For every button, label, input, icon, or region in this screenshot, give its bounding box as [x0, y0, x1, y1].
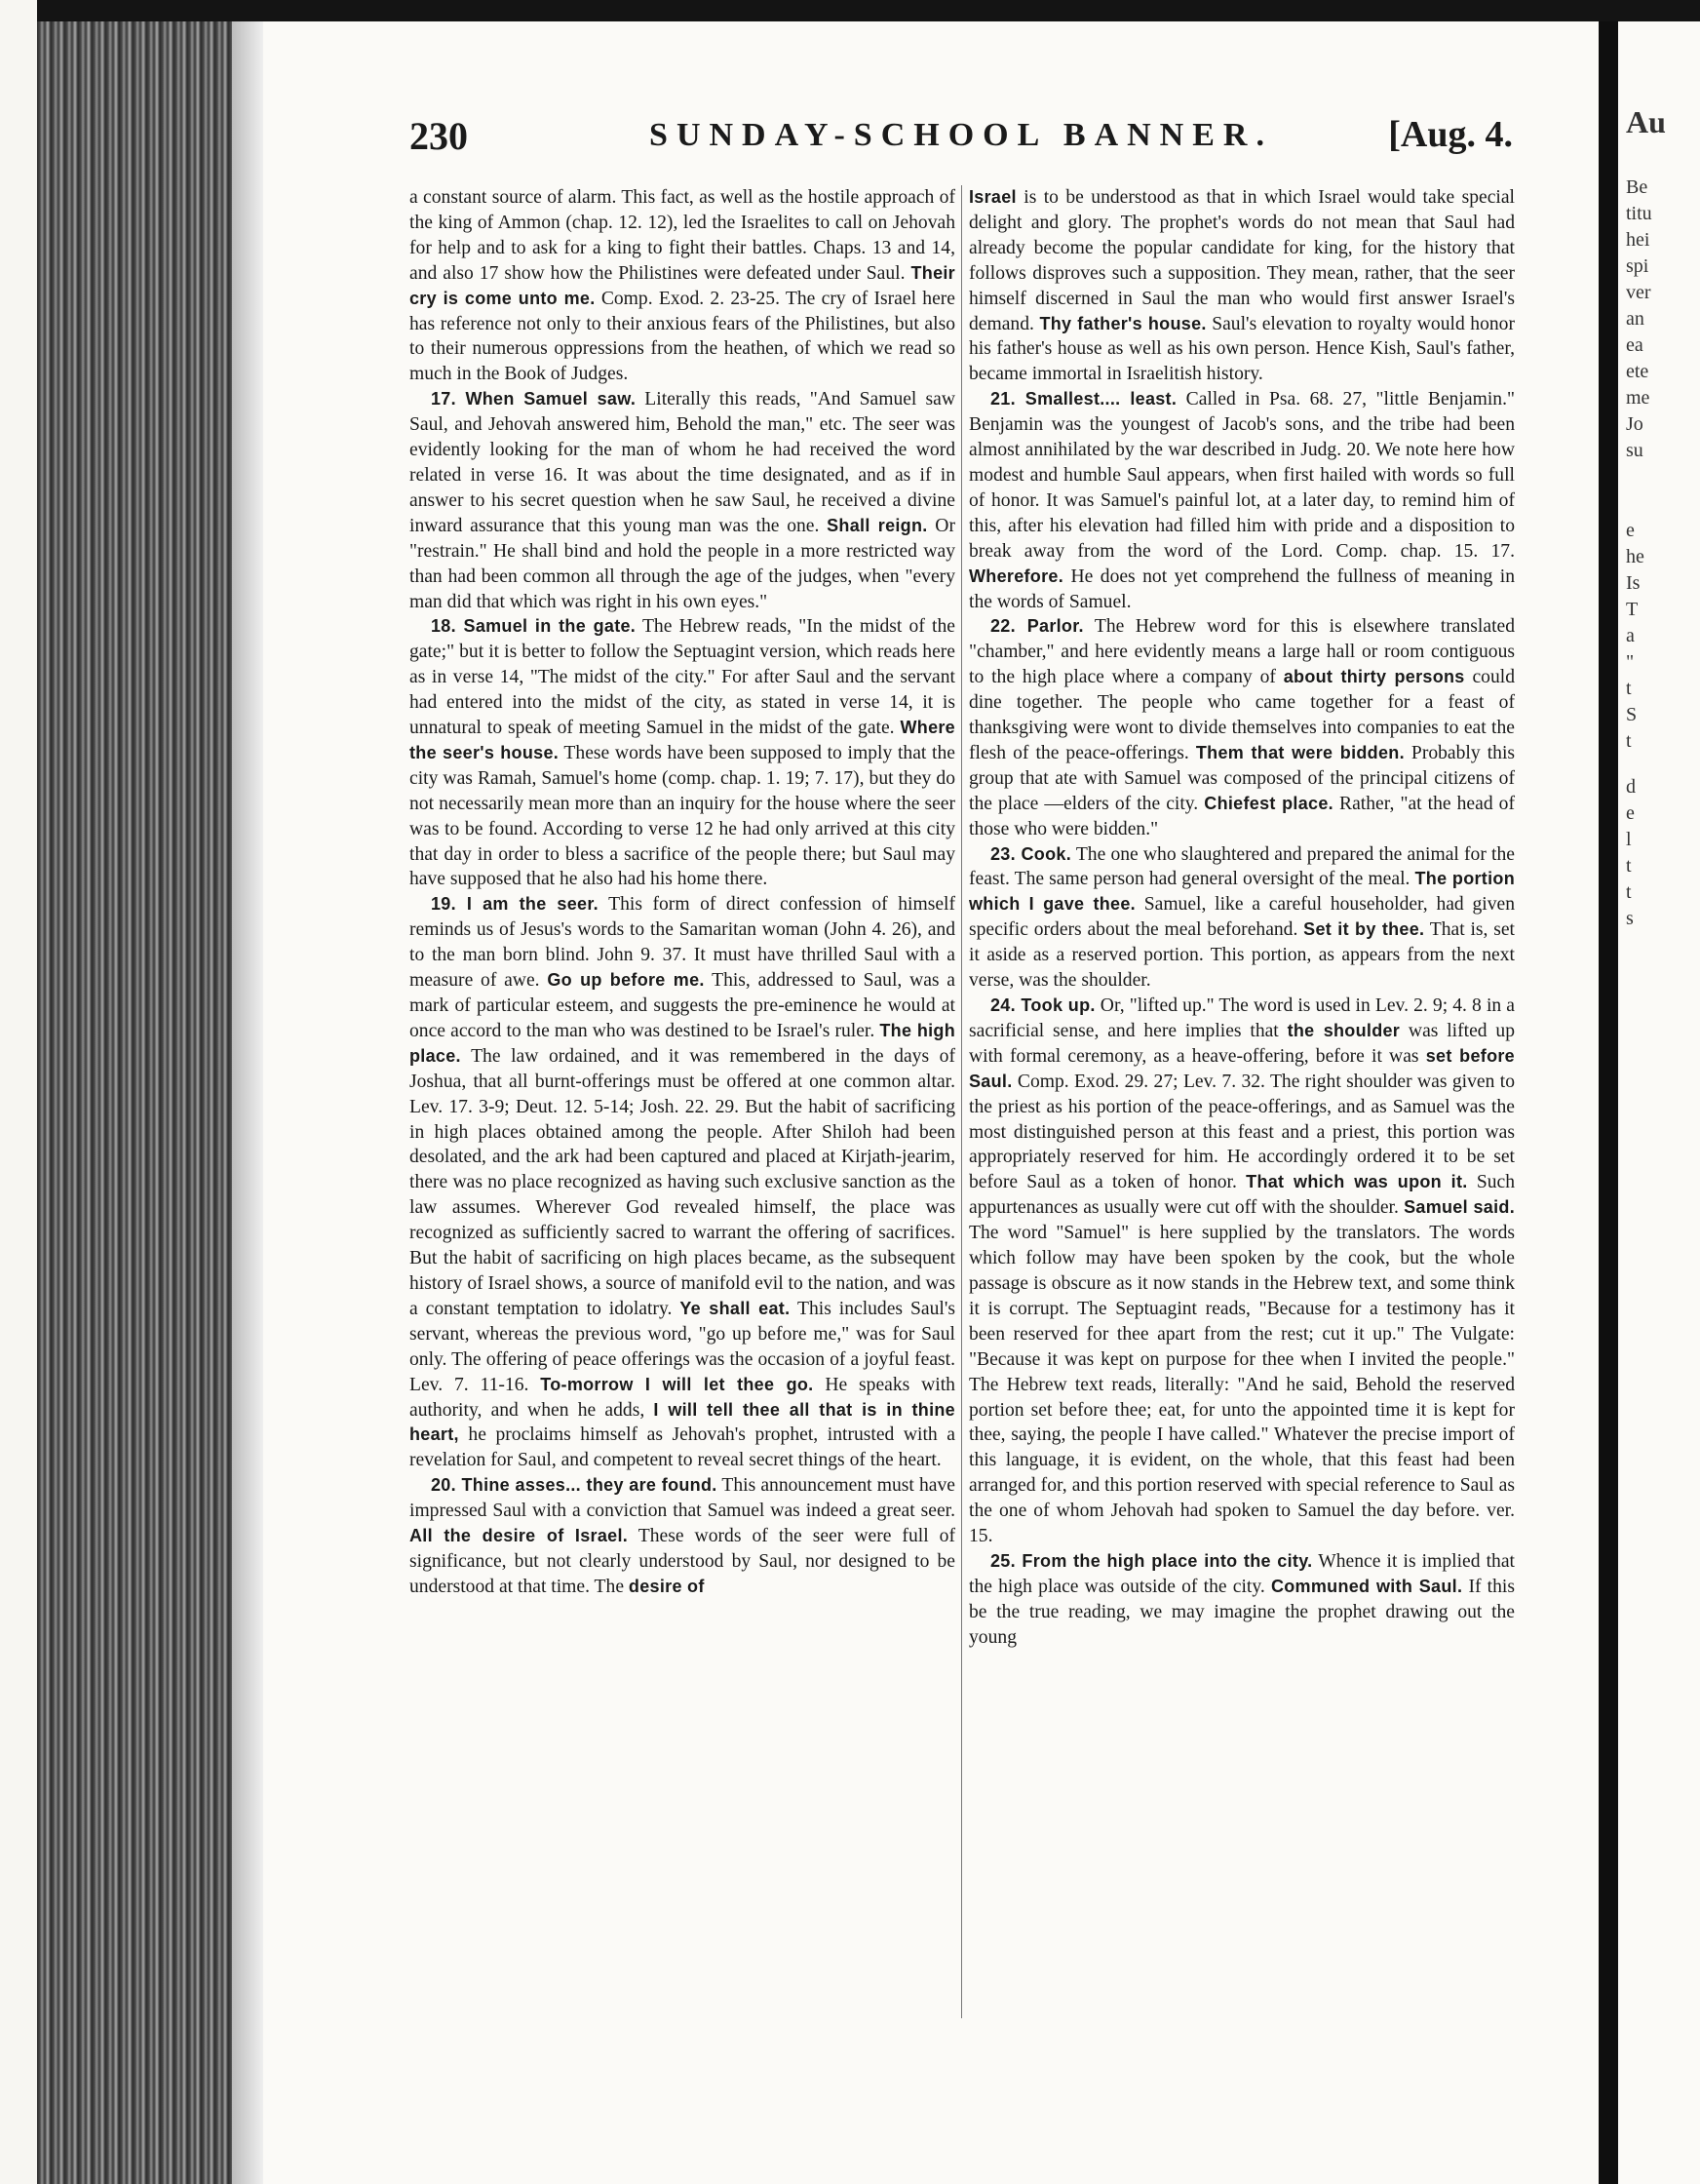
paragraph — [409, 892, 955, 1473]
bold-phrase: Where the seer's house. — [409, 718, 955, 762]
next-page-fragment: hei — [1626, 229, 1650, 251]
next-page-fragment: titu — [1626, 203, 1652, 224]
body-text: This form of direct confession of himself reminds us of Jesus's words to the Samaritan woman (John 4. 26), and to the man born blind. John 9. 37. It must have thrilled Saul with a measure of awe. — [409, 894, 955, 992]
body-text: He does not yet comprehend the fullness of meaning in the words of Samuel. — [969, 566, 1515, 612]
bold-phrase: Their cry is come unto me. — [409, 262, 955, 308]
page-header — [409, 109, 1513, 164]
body-text: That is, set it aside as a reserved portion. This portion, as appears from the next verse, was the shoulder. — [969, 919, 1515, 992]
bold-phrase: 18. Samuel in the gate. — [431, 616, 637, 637]
page-gutter — [232, 21, 263, 2184]
body-text: He speaks with authority, and when he adds, — [409, 1374, 955, 1421]
paragraph — [409, 185, 955, 387]
body-text: The word "Samuel" is here supplied by the translators. The words which follow may have been spoken by the cook, but the whole passage is obscure as it now stands in the Hebrew text, and some think it is corrupt. The Septuagint reads, "Because for a testimony has it been reserved for thee apart from the rest; cut it up." The Vulgate: "Because it was kept on purpose for thee when I invited the people." The Hebrew text reads, literally: "And he said, Behold the reserved portion set before thee; eat, for unto the appointed time it is kept for thee, saying, the people I have called." Whatever the precise import of this language, it is evident, on the whole, that this feast had been arranged for, and this portion reserved with special reference to Saul as the one of whom Jehovah had spoken to Samuel the day before. ver. 15. — [969, 1223, 1515, 1547]
body-text: These words of the seer were full of significance, but not clearly understood by Saul, nor designed to be understood at that time. The — [409, 1526, 955, 1597]
body-text: could dine together. The people who came together for a feast of thanksgiving were wont to divide themselves into companies to eat the flesh of the peace-offerings. — [969, 667, 1515, 763]
bold-phrase: Chiefest place. — [1204, 793, 1333, 813]
body-text: This, addressed to Saul, was a mark of particular esteem, and suggests the pre-eminence he would at once accord to the man who was destined to be Israel's ruler. — [409, 970, 955, 1041]
bold-phrase: The high place. — [409, 1020, 956, 1066]
paragraph — [409, 1473, 955, 1600]
right-column — [969, 185, 1515, 1651]
next-page-fragment: Au — [1626, 104, 1666, 139]
bold-phrase: set before Saul. — [969, 1045, 1515, 1091]
bold-phrase: Set it by thee. — [1303, 919, 1425, 940]
bold-phrase: Them that were bidden. — [1195, 742, 1405, 762]
next-page-fragment: e — [1626, 520, 1635, 541]
next-page-fragment: Jo — [1626, 413, 1643, 435]
body-text: Rather, "at the head of those who were bidden." — [969, 793, 1516, 839]
body-text: a constant source of alarm. This fact, as well as the hostile approach of the king of Ammon (chap. 12. 12), led the Israelites to call on Jehovah for help and to ask for a king to fight their battles. Chaps. 13 and 14, and also 17 show how the Philistines were defeated under Saul. — [409, 187, 955, 284]
paragraph — [969, 185, 1515, 387]
next-page-fragment: S — [1626, 704, 1638, 725]
page-right-edge — [1599, 21, 1618, 2184]
bold-phrase: 22. Parlor. — [990, 616, 1084, 637]
paragraph — [969, 387, 1515, 614]
paragraph — [969, 994, 1515, 1549]
left-column — [409, 185, 955, 1600]
bold-phrase: That which was upon it. — [1246, 1172, 1468, 1192]
bold-phrase: 21. Smallest.... least. — [990, 389, 1178, 410]
issue-date: [Aug. 4. — [1388, 114, 1513, 155]
next-page-fragment: su — [1626, 440, 1643, 461]
body-text: The law ordained, and it was remembered in the days of Joshua, that all burnt-offerings must be offered at one common altar. Lev. 17. 3-9; Deut. 12. 5-14; Josh. 22. 29. But the habit of sacrificing in high places obtained among the people. After Shiloh had been desolated, and the ark had been captured and placed at Kirjath-jearim, there was no place recognized as having such exclusive sanction as the law assumes. Wherever God revealed himself, the place was recognized as sufficiently sacred to warrant the offering of sacrifices. But the habit of sacrificing on high places became, as the subsequent history of Israel shows, a source of manifold evil to the nation, and was a constant temptation to idolatry. — [409, 1045, 955, 1319]
next-page-fragment: ete — [1626, 361, 1649, 382]
bold-phrase: 24. Took up. — [990, 995, 1096, 1015]
body-text: is to be understood as that in which Israel would take special delight and glory. The prophet's words do not mean that Saul had already become the popular candidate for king, for the history that follows disproves such a supposition. They mean, rather, that the seer himself discerned in Saul the man who would first answer Israel's demand. — [969, 187, 1515, 334]
paragraph — [969, 614, 1515, 841]
next-page-fragment: me — [1626, 387, 1650, 409]
bold-phrase: 19. I am the seer. — [431, 894, 599, 915]
bold-phrase: The portion which I gave thee. — [969, 869, 1515, 915]
bold-phrase: Israel — [969, 187, 1017, 207]
next-page-fragment: t — [1626, 881, 1632, 903]
next-page-fragment: d — [1626, 776, 1636, 798]
masthead-title: SUNDAY-SCHOOL BANNER. — [649, 117, 1273, 153]
next-page-fragment: t — [1626, 678, 1632, 699]
bold-phrase: Shall reign. — [827, 515, 928, 535]
column-rule — [961, 185, 962, 2018]
next-page-fragment: t — [1626, 730, 1632, 752]
bold-phrase: 20. Thine asses... they are found. — [431, 1475, 717, 1496]
bold-phrase: Samuel said. — [1404, 1197, 1515, 1218]
body-text: Called in Psa. 68. 27, "little Benjamin." Benjamin was the youngest of Jacob's sons, and the tribe had been almost annihilated by the war described in Judg. 20. We note here how modest and humble Saul appears, when first hailed with words so full of honor. It was Samuel's painful lot, at a later day, to remind him of this, after his elevation had filled him with pride and a disposition to break away from the word of the Lord. Comp. chap. 15. 17. — [969, 389, 1515, 562]
next-page-fragment: ver — [1626, 282, 1651, 303]
body-text: Samuel, like a careful householder, had given specific orders about the meal beforehand. — [969, 894, 1516, 941]
body-text: The Hebrew reads, "In the midst of the gate;" but it is better to follow the Septuagint version, which reads here as in verse 14, "The midst of the city." For after Saul and the servant had entered into the midst of the city, as stated in verse 14, it is unnatural to speak of meeting Samuel in the midst of the gate. — [409, 616, 955, 739]
next-page-fragment: l — [1626, 829, 1632, 850]
book-spine — [37, 21, 232, 2184]
bold-phrase: Wherefore. — [969, 566, 1064, 586]
top-border — [0, 0, 1700, 21]
body-text: This includes Saul's servant, whereas the previous word, "go up before me," was for Saul only. The offering of peace offerings was the occasion of a joyful feast. Lev. 7. 11-16. — [409, 1298, 955, 1395]
body-text: Such appurtenances as usually were cut off with the shoulder. — [969, 1172, 1516, 1219]
body-text: Probably this group that ate with Samuel was composed of the principal citizens of the place —elders of the city. — [969, 742, 1516, 814]
bold-phrase: To-morrow I will let thee go. — [540, 1374, 814, 1394]
bold-phrase: Ye shall eat. — [679, 1298, 791, 1318]
next-page-edge — [1618, 21, 1700, 2184]
next-page-fragment: e — [1626, 802, 1635, 824]
bold-phrase: Thy father's house. — [1039, 313, 1207, 333]
body-text: This announcement must have impressed Saul with a conviction that Samuel was indeed a great seer. — [409, 1475, 955, 1522]
paragraph — [409, 387, 955, 614]
body-text: These words have been supposed to imply that the city was Ramah, Samuel's home (comp. chap. 1. 19; 7. 17), but they do not necessarily mean more than an inquiry for the house where the seer was to be found. According to verse 12 he had only arrived at this city that day in order to bless a sacrifice of the people there; but Saul may have supposed that he also had his home there. — [409, 742, 955, 890]
body-text: Or "restrain." He shall bind and hold the people in a more restricted way than had been common all through the age of the judges, when "every man did that which was right in his own eyes." — [409, 515, 955, 612]
body-text: If this be the true reading, we may imagine the prophet drawing out the young — [969, 1576, 1515, 1648]
bold-phrase: I will tell thee all that is in thine heart, — [409, 1399, 955, 1445]
bold-phrase: 17. When Samuel saw. — [431, 389, 637, 410]
body-text: Saul's elevation to royalty would honor his father's house as well as his own person. Hence Kish, Saul's father, became immortal in Israelitish history. — [969, 313, 1515, 385]
next-page-fragment: T — [1626, 599, 1639, 620]
bold-phrase: desire of — [628, 1576, 705, 1596]
bold-phrase: the shoulder — [1287, 1020, 1401, 1040]
next-page-fragment: Is — [1626, 572, 1641, 594]
body-text: Comp. Exod. 2. 23-25. The cry of Israel here has reference not only to their anxious fears of the Philistines, but also to their numerous oppressions from the heathen, of which we read so much in the Book of Judges. — [409, 288, 955, 385]
next-page-fragment: spi — [1626, 255, 1649, 277]
next-page-fragment: ea — [1626, 334, 1643, 356]
body-text: The Hebrew word for this is elsewhere translated "chamber," and here evidently means a large hall or room contiguous to the high place where a company of — [969, 616, 1516, 688]
body-text: Or, "lifted up." The word is used in Lev. 2. 9; 4. 8 in a sacrificial sense, and here implies that — [969, 995, 1515, 1041]
next-page-fragment: an — [1626, 308, 1644, 330]
bold-phrase: All the desire of Israel. — [409, 1526, 629, 1546]
next-page-fragment: " — [1626, 651, 1635, 673]
previous-page-edge — [0, 0, 37, 2184]
page-number: 230 — [409, 114, 468, 158]
next-page-fragment: Be — [1626, 176, 1648, 198]
bold-phrase: Communed with Saul. — [1270, 1576, 1463, 1596]
next-page-fragment: a — [1626, 625, 1635, 646]
body-text: Whence it is implied that the high place was outside of the city. — [969, 1550, 1515, 1597]
bold-phrase: 23. Cook. — [990, 843, 1071, 864]
body-text: Comp. Exod. 29. 27; Lev. 7. 32. The right shoulder was given to the priest as his portion of the peace-offerings, and as Samuel was the most distinguished person at this feast and a priest, this portion was appropriately reserved for him. He accordingly ordered it to be set before Saul as a token of honor. — [969, 1071, 1515, 1193]
body-text: he proclaims himself as Jehovah's prophet, intrusted with a revelation for Saul, and competent to reveal secret things of the heart. — [409, 1424, 955, 1471]
bold-phrase: Go up before me. — [547, 970, 705, 991]
bold-phrase: 25. From the high place into the city. — [990, 1550, 1313, 1571]
next-page-fragment: he — [1626, 546, 1644, 567]
paragraph — [409, 614, 955, 892]
paragraph — [969, 1549, 1515, 1651]
next-page-fragment: t — [1626, 855, 1632, 877]
body-text: Literally this reads, "And Samuel saw Saul, and Jehovah answered him, Behold the man," etc. The seer was evidently looking for the man of whom he had received the word related in verse 16. It was about the time designated, and as if in answer to his secret question when he saw Saul, he received a divine inward assurance that this young man was the one. — [409, 389, 955, 536]
paragraph — [969, 842, 1515, 994]
next-page-fragment: s — [1626, 908, 1634, 929]
bold-phrase: about thirty persons — [1283, 667, 1465, 687]
body-text: The one who slaughtered and prepared the animal for the feast. The same person had general oversight of the meal. — [969, 843, 1515, 890]
body-text: was lifted up with formal ceremony, as a heave-offering, before it was — [969, 1020, 1515, 1067]
